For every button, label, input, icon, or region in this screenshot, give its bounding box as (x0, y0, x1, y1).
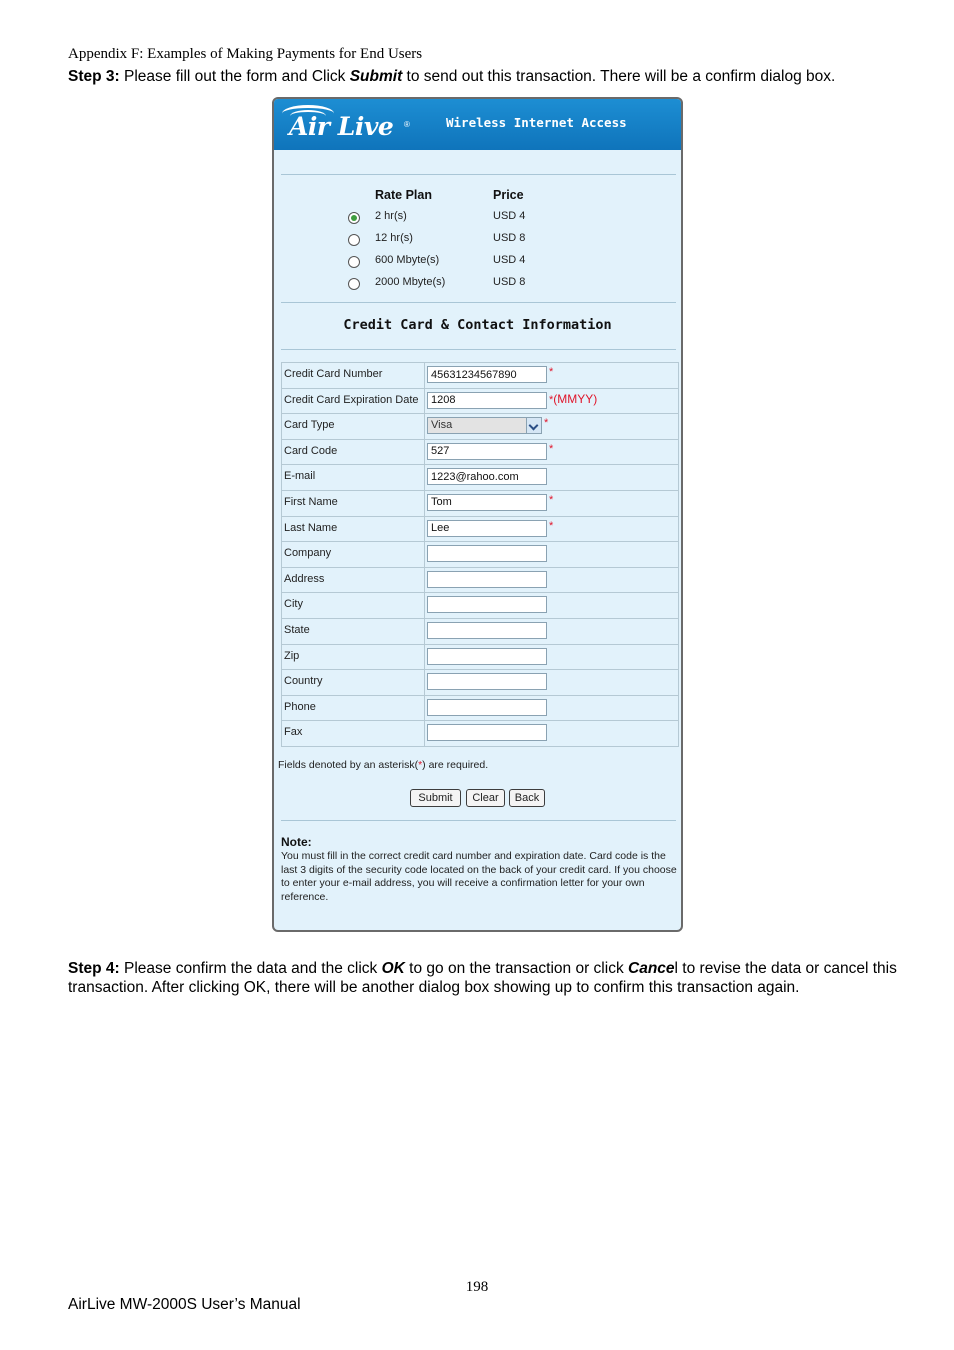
form-row-phone (282, 696, 678, 722)
card-type-select[interactable] (427, 417, 542, 434)
required-fields-note (278, 759, 488, 771)
e-mail-input[interactable] (427, 468, 547, 485)
form-row-zip (282, 645, 678, 671)
zip-label: Zip (282, 645, 425, 670)
step-4-text (68, 959, 898, 997)
required-asterisk (549, 494, 553, 506)
form-row-card-code (282, 440, 678, 466)
e-mail-label: E-mail (282, 465, 425, 490)
city-input[interactable] (427, 596, 547, 613)
footer-text: AirLive MW-2000S User’s Manual (68, 1296, 301, 1313)
rate-plan-label: 12 hr(s) (375, 232, 413, 244)
required-note-pre: Fields denoted by an asterisk( (278, 759, 419, 771)
required-asterisk (549, 520, 553, 532)
form-row-e-mail (282, 465, 678, 491)
company-label: Company (282, 542, 425, 567)
step-3-text (68, 67, 835, 86)
asterisk-mark: * (544, 417, 549, 430)
price-header: Price (493, 188, 524, 202)
required-asterisk (549, 366, 553, 378)
card-code-input[interactable] (427, 443, 547, 460)
radio-icon[interactable] (348, 278, 360, 290)
form-row-first-name (282, 491, 678, 517)
submit-button[interactable]: Submit (410, 789, 461, 807)
form-row-company (282, 542, 678, 568)
address-label: Address (282, 568, 425, 593)
form-row-country (282, 670, 678, 696)
asterisk-mark: * (549, 393, 554, 406)
divider (281, 349, 676, 350)
form-row-city (282, 593, 678, 619)
app-screenshot (272, 97, 683, 932)
form-row-credit-card-expiration-date (282, 389, 678, 415)
company-input[interactable] (427, 545, 547, 562)
header-banner (274, 99, 681, 150)
asterisk-mark: * (549, 519, 554, 532)
step-3-label: Step 3: (68, 68, 120, 85)
form-row-fax (282, 721, 678, 747)
required-asterisk (549, 392, 597, 406)
rate-plan-label: 2 hr(s) (375, 210, 407, 222)
rate-plan-price: USD 8 (493, 232, 526, 244)
phone-label: Phone (282, 696, 425, 721)
step-4-ok-keyword: OK (381, 960, 405, 977)
card-code-label: Card Code (282, 440, 425, 465)
contact-form (281, 362, 679, 747)
rate-plan-label: 2000 Mbyte(s) (375, 276, 446, 288)
radio-icon[interactable] (348, 256, 360, 268)
credit-card-number-label: Credit Card Number (282, 363, 425, 388)
step-4-cancel-keyword: Cance (628, 960, 675, 977)
radio-selected-icon[interactable] (348, 212, 360, 224)
step-3-pre: Please fill out the form and Click (119, 68, 350, 85)
required-note-post: ) are required. (422, 759, 489, 771)
last-name-input[interactable] (427, 520, 547, 537)
step-3-post: to send out this transaction. There will be a confirm dialog box. (402, 68, 836, 85)
zip-input[interactable] (427, 648, 547, 665)
divider (281, 302, 676, 303)
form-row-state (282, 619, 678, 645)
note-text: You must fill in the correct credit card number and expiration date. Card code is the last 3 digits of the security code located on the back of your credit card. If you choose to enter your e-mail address, you will receive a confirmation letter for your own reference. (281, 850, 677, 904)
clear-button[interactable]: Clear (466, 789, 505, 807)
required-asterisk (544, 417, 548, 429)
rate-plan-price: USD 4 (493, 254, 526, 266)
asterisk-mark: * (549, 442, 554, 455)
credit-card-expiration-date-input[interactable] (427, 392, 547, 409)
back-button[interactable]: Back (509, 789, 545, 807)
form-row-credit-card-number (282, 363, 678, 389)
address-input[interactable] (427, 571, 547, 588)
expiration-format-hint: (MMYY) (553, 391, 598, 406)
rate-plan-header: Rate Plan (375, 188, 432, 202)
appendix-heading: Appendix F: Examples of Making Payments for End Users (68, 46, 423, 62)
step-3-keyword: Submit (349, 68, 403, 85)
section-title: Credit Card & Contact Information (343, 317, 612, 333)
last-name-label: Last Name (282, 517, 425, 542)
required-note-asterisk: * (418, 759, 423, 771)
registered-mark: ® (404, 120, 410, 129)
note-title: Note: (281, 835, 312, 849)
state-input[interactable] (427, 622, 547, 639)
card-type-selected-value: Visa (431, 419, 453, 432)
rate-plan-row[interactable] (274, 274, 681, 296)
credit-card-expiration-date-label: Credit Card Expiration Date (282, 389, 425, 414)
airlive-logo: Air Live (289, 112, 394, 141)
fax-label: Fax (282, 721, 425, 746)
rate-plan-price: USD 8 (493, 276, 526, 288)
form-row-last-name (282, 517, 678, 543)
fax-input[interactable] (427, 724, 547, 741)
rate-plan-row[interactable] (274, 208, 681, 230)
form-row-card-type (282, 414, 678, 440)
phone-input[interactable] (427, 699, 547, 716)
first-name-input[interactable] (427, 494, 547, 511)
page-number: 198 (465, 1279, 489, 1295)
divider (281, 820, 676, 821)
credit-card-number-input[interactable] (427, 366, 547, 383)
step-4-pre: Please confirm the data and the click (119, 960, 382, 977)
banner-title: Wireless Internet Access (446, 115, 627, 130)
required-asterisk (549, 443, 553, 455)
city-label: City (282, 593, 425, 618)
state-label: State (282, 619, 425, 644)
asterisk-mark: * (549, 366, 554, 378)
step-4-label: Step 4: (68, 960, 120, 977)
step-4-post: l to revise the data or cancel this transaction. After clicking OK, there will be another dialog box showing up to confirm this transaction again. (68, 960, 897, 996)
rate-plan-label: 600 Mbyte(s) (375, 254, 440, 266)
step-4-mid: to go on the transaction or click (404, 960, 629, 977)
rate-plan-row[interactable] (274, 230, 681, 252)
country-label: Country (282, 670, 425, 695)
first-name-label: First Name (282, 491, 425, 516)
form-row-address (282, 568, 678, 594)
country-input[interactable] (427, 673, 547, 690)
divider (281, 174, 676, 175)
rate-plan-price: USD 4 (493, 210, 526, 222)
asterisk-mark: * (549, 493, 554, 506)
radio-icon[interactable] (348, 234, 360, 246)
chevron-down-icon[interactable] (526, 418, 541, 433)
rate-plan-row[interactable] (274, 252, 681, 274)
card-type-label: Card Type (282, 414, 425, 439)
